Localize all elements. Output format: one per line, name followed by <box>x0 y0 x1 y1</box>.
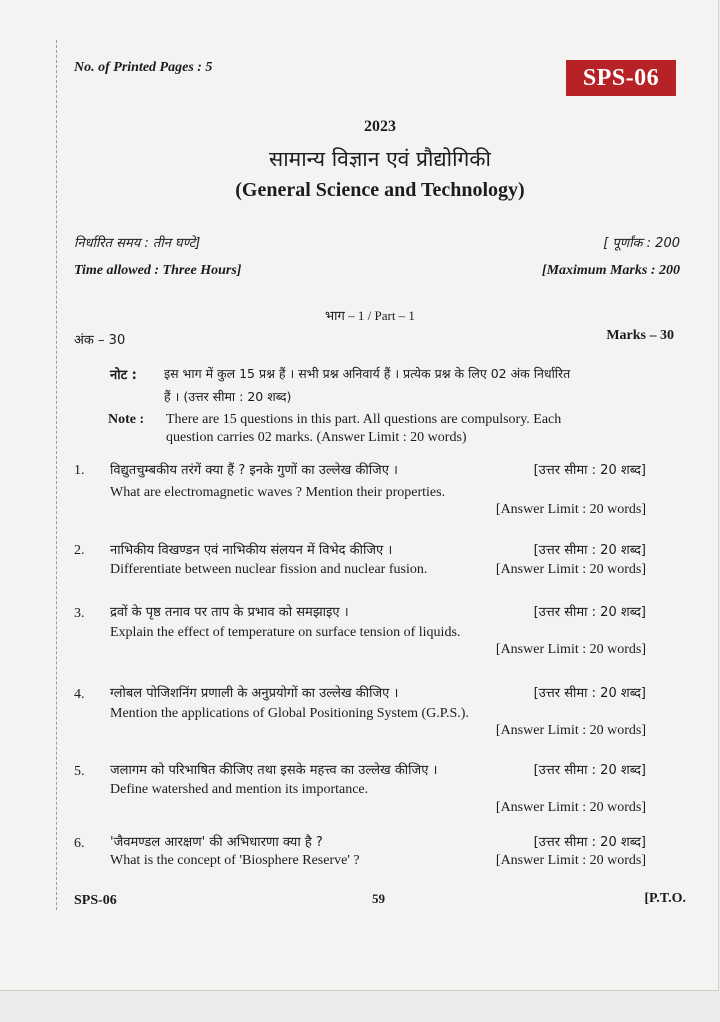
answer-limit-hindi: [उत्तर सीमा : 20 शब्द] <box>533 463 646 478</box>
question-english: Differentiate between nuclear fission and nuclear fusion. <box>110 562 428 577</box>
title-english: (General Science and Technology) <box>235 179 525 201</box>
note-text-hindi-2: हैं । (उत्तर सीमा : 20 शब्द) <box>164 389 292 404</box>
footer-paper-code: SPS-06 <box>74 893 117 908</box>
printed-pages: No. of Printed Pages : 5 <box>74 60 213 75</box>
note-text-hindi-1: इस भाग में कुल 15 प्रश्न हैं । सभी प्रश्न अनिवार्य हैं । प्रत्येक प्रश्न के लिए 02 अंक निर्धारित <box>164 366 571 381</box>
part-marks-hindi: अंक – 30 <box>74 333 126 348</box>
page-number: 59 <box>372 891 385 906</box>
part-title: भाग – 1 / Part – 1 <box>325 308 415 323</box>
part-marks-english: Marks – 30 <box>606 328 674 343</box>
max-marks-english: [Maximum Marks : 200 <box>541 263 680 278</box>
answer-limit-english: [Answer Limit : 20 words] <box>495 723 646 738</box>
note-text-english-1: There are 15 questions in this part. All questions are compulsory. Each <box>166 412 562 427</box>
question-hindi: द्रवों के पृष्ठ तनाव पर ताप के प्रभाव को समझाइए । <box>110 605 349 620</box>
answer-limit-english: [Answer Limit : 20 words] <box>495 800 646 815</box>
question-number: 2. <box>74 543 85 558</box>
note-label-hindi: नोट : <box>110 368 137 383</box>
question-number: 4. <box>74 687 85 702</box>
question-hindi: 'जैवमण्डल आरक्षण' की अभिधारणा क्या है ? <box>110 835 323 850</box>
answer-limit-english: [Answer Limit : 20 words] <box>495 502 646 517</box>
exam-year: 2023 <box>364 118 396 135</box>
note-text-english-2: question carries 02 marks. (Answer Limit : 20 words) <box>166 430 467 445</box>
answer-limit-hindi: [उत्तर सीमा : 20 शब्द] <box>533 605 646 620</box>
answer-limit-english: [Answer Limit : 20 words] <box>495 642 646 657</box>
time-allowed-hindi: निर्धारित समय : तीन घण्टे] <box>74 236 201 251</box>
question-english: Mention the applications of Global Positioning System (G.P.S.). <box>110 706 469 721</box>
time-allowed-english: Time allowed : Three Hours] <box>74 263 242 278</box>
question-hindi: विद्युतचुम्बकीय तरंगें क्या हैं ? इनके गुणों का उल्लेख कीजिए । <box>110 463 398 478</box>
max-marks-hindi: [ पूर्णांक : 200 <box>603 236 680 251</box>
answer-limit-hindi: [उत्तर सीमा : 20 शब्द] <box>533 686 646 701</box>
question-english: What are electromagnetic waves ? Mention their properties. <box>110 485 446 500</box>
paper-code-badge: SPS-06 <box>566 60 676 96</box>
question-number: 6. <box>74 836 85 851</box>
answer-limit-english: [Answer Limit : 20 words] <box>495 853 646 868</box>
please-turn-over: [P.T.O. <box>644 891 686 906</box>
question-hindi: ग्लोबल पोजिशनिंग प्रणाली के अनुप्रयोगों का उल्लेख कीजिए । <box>110 686 399 701</box>
question-number: 5. <box>74 764 85 779</box>
title-hindi: सामान्य विज्ञान एवं प्रौद्योगिकी <box>269 147 491 171</box>
question-number: 1. <box>74 463 85 478</box>
answer-limit-hindi: [उत्तर सीमा : 20 शब्द] <box>533 763 646 778</box>
question-hindi: नाभिकीय विखण्डन एवं नाभिकीय संलयन में विभेद कीजिए । <box>110 543 393 558</box>
note-label-english: Note : <box>108 412 145 427</box>
question-english: What is the concept of 'Biosphere Reserve' ? <box>110 853 360 868</box>
answer-limit-english: [Answer Limit : 20 words] <box>495 562 646 577</box>
question-english: Explain the effect of temperature on surface tension of liquids. <box>110 625 461 640</box>
answer-limit-hindi: [उत्तर सीमा : 20 शब्द] <box>533 835 646 850</box>
question-hindi: जलागम को परिभाषित कीजिए तथा इसके महत्त्व का उल्लेख कीजिए । <box>110 763 438 778</box>
question-english: Define watershed and mention its importance. <box>110 782 369 797</box>
question-number: 3. <box>74 606 85 621</box>
answer-limit-hindi: [उत्तर सीमा : 20 शब्द] <box>533 543 646 558</box>
